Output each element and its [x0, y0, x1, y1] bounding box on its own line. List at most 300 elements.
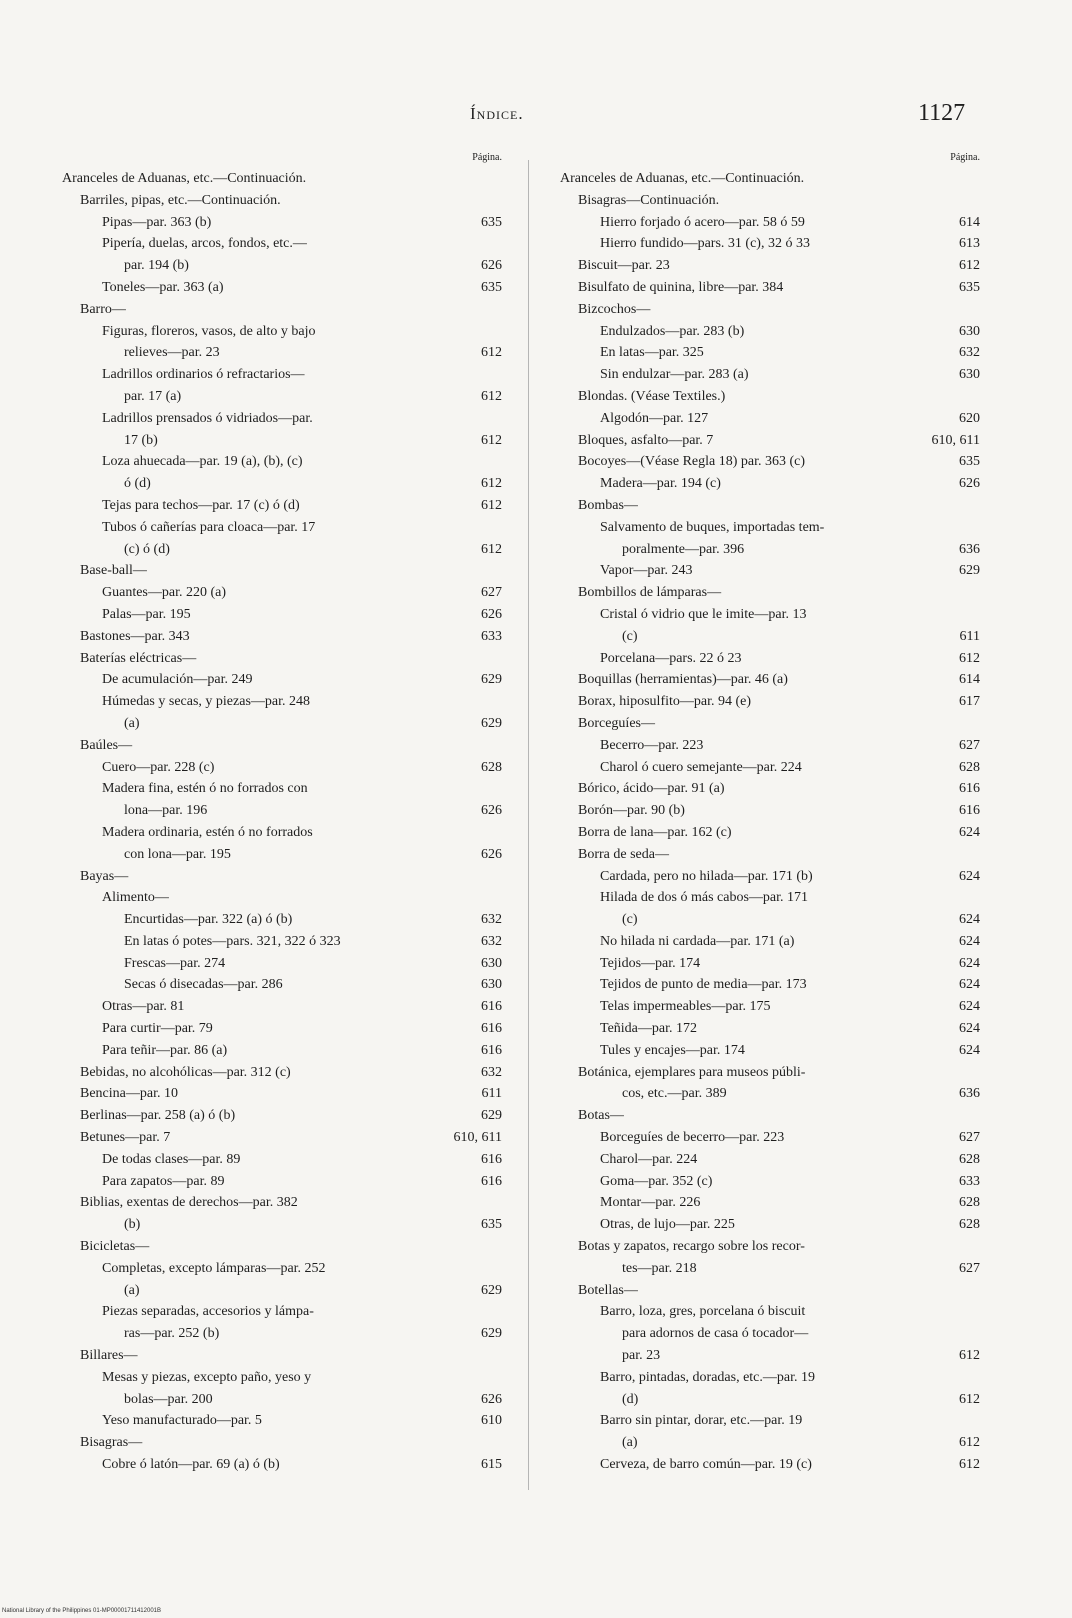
entry-page: 633: [481, 628, 502, 644]
entry-text: Para curtir—par. 79: [102, 1021, 213, 1037]
index-entry: [62, 1018, 502, 1040]
index-entry: [62, 451, 502, 473]
index-entry: [560, 255, 980, 277]
entry-text: tes—par. 218: [622, 1260, 697, 1276]
index-entry: [560, 1062, 980, 1084]
entry-text: Otras, de lujo—par. 225: [600, 1217, 735, 1233]
column-divider: [528, 160, 529, 1490]
entry-text: Barro—: [80, 301, 126, 317]
entry-page: 616: [481, 1173, 502, 1189]
entry-text: par. 194 (b): [124, 258, 189, 274]
index-entry: [560, 822, 980, 844]
entry-page: 629: [481, 1282, 502, 1298]
entry-page: 616: [481, 1042, 502, 1058]
index-entry: [62, 560, 502, 582]
index-entry: [62, 1083, 502, 1105]
entry-page: 612: [959, 258, 980, 274]
entry-page: 628: [481, 759, 502, 775]
index-entry: [62, 386, 502, 408]
entry-text: Borón—par. 90 (b): [578, 803, 685, 819]
index-entry: [62, 1105, 502, 1127]
entry-text: Bisulfato de quinina, libre—par. 384: [578, 279, 784, 295]
index-entry: [560, 1127, 980, 1149]
index-entry: [560, 560, 980, 582]
index-entry: [560, 844, 980, 866]
index-entry: [560, 931, 980, 953]
index-entry: [560, 168, 980, 190]
index-entry: [560, 1454, 980, 1476]
entry-page: 630: [959, 323, 980, 339]
index-entry: [560, 408, 980, 430]
entry-text: Borceguíes de becerro—par. 223: [600, 1130, 785, 1146]
entry-text: Porcelana—pars. 22 ó 23: [600, 650, 742, 666]
index-entry: [560, 321, 980, 343]
index-entry: [62, 190, 502, 212]
entry-text: Botánica, ejemplares para museos públi-: [578, 1064, 806, 1080]
entry-text: Encurtidas—par. 322 (a) ó (b): [124, 912, 293, 928]
entry-text: Palas—par. 195: [102, 606, 191, 622]
index-entry: [62, 233, 502, 255]
index-entry: [62, 277, 502, 299]
entry-text: Secas ó disecadas—par. 286: [124, 977, 283, 993]
entry-text: para adornos de casa ó tocador—: [622, 1326, 809, 1342]
index-entry: [560, 582, 980, 604]
index-entry: [62, 1258, 502, 1280]
entry-text: Toneles—par. 363 (a): [102, 279, 224, 295]
entry-text: Borax, hiposulfito—par. 94 (e): [578, 694, 752, 710]
index-entry: [560, 909, 980, 931]
right-entry-list: [560, 168, 980, 1476]
index-entry: [560, 1301, 980, 1323]
entry-page: 626: [481, 258, 502, 274]
entry-page: 630: [481, 977, 502, 993]
index-entry: [62, 974, 502, 996]
index-entry: [62, 844, 502, 866]
entry-text: Figuras, floreros, vasos, de alto y bajo: [102, 323, 316, 339]
index-entry: [62, 669, 502, 691]
index-entry: [560, 212, 980, 234]
entry-text: Tejidos de punto de media—par. 173: [600, 977, 807, 993]
index-entry: [62, 473, 502, 495]
entry-text: Vapor—par. 243: [600, 563, 693, 579]
entry-text: Endulzados—par. 283 (b): [600, 323, 745, 339]
entry-text: Para zapatos—par. 89: [102, 1173, 225, 1189]
entry-text: Baterías eléctricas—: [80, 650, 197, 666]
entry-text: Tules y encajes—par. 174: [600, 1042, 745, 1058]
entry-page: 624: [959, 912, 980, 928]
entry-text: Frescas—par. 274: [124, 955, 226, 971]
index-entry: [62, 604, 502, 626]
entry-page: 624: [959, 955, 980, 971]
entry-text: ras—par. 252 (b): [124, 1326, 220, 1342]
entry-text: Hilada de dos ó más cabos—par. 171: [600, 890, 809, 906]
entry-text: Hierro forjado ó acero—par. 58 ó 59: [600, 214, 805, 230]
index-entry: [62, 1214, 502, 1236]
index-entry: [560, 778, 980, 800]
entry-page: 628: [959, 1151, 980, 1167]
index-entry: [560, 648, 980, 670]
index-entry: [62, 800, 502, 822]
index-entry: [62, 909, 502, 931]
entry-text: En latas ó potes—pars. 321, 322 ó 323: [124, 933, 341, 949]
index-entry: [62, 953, 502, 975]
index-entry: [560, 539, 980, 561]
index-entry: [62, 1454, 502, 1476]
entry-page: 624: [959, 999, 980, 1015]
index-entry: [560, 669, 980, 691]
entry-text: Barriles, pipas, etc.—Continuación.: [80, 192, 281, 208]
library-footer: National Library of the Philippines 01-MP00001711412001B: [2, 1608, 161, 1614]
entry-text: (a): [124, 1282, 140, 1298]
index-entry: [560, 735, 980, 757]
entry-page: 624: [959, 977, 980, 993]
index-entry: [62, 931, 502, 953]
entry-text: Bayas—: [80, 868, 129, 884]
entry-text: Berlinas—par. 258 (a) ó (b): [80, 1108, 236, 1124]
entry-text: cos, etc.—par. 389: [622, 1086, 727, 1102]
index-entry: [62, 212, 502, 234]
entry-text: bolas—par. 200: [124, 1391, 213, 1407]
index-entry: [560, 1258, 980, 1280]
entry-text: Para teñir—par. 86 (a): [102, 1042, 228, 1058]
entry-page: 612: [481, 345, 502, 361]
entry-page: 615: [481, 1457, 502, 1473]
index-entry: [62, 735, 502, 757]
entry-page: 628: [959, 1195, 980, 1211]
index-entry: [62, 996, 502, 1018]
entry-page: 624: [959, 933, 980, 949]
entry-page: 612: [959, 1457, 980, 1473]
entry-text: Piezas separadas, accesorios y lámpa-: [102, 1304, 314, 1320]
entry-text: Botellas—: [578, 1282, 638, 1298]
entry-text: Madera—par. 194 (c): [600, 476, 721, 492]
entry-page: 636: [959, 1086, 980, 1102]
entry-text: Base-ball—: [80, 563, 147, 579]
entry-text: Botas—: [578, 1108, 624, 1124]
entry-page: 635: [481, 214, 502, 230]
index-entry: [560, 1345, 980, 1367]
index-entry: [62, 517, 502, 539]
entry-page: 635: [481, 1217, 502, 1233]
entry-page: 612: [481, 388, 502, 404]
entry-text: relieves—par. 23: [124, 345, 220, 361]
index-entry: [62, 778, 502, 800]
index-entry: [62, 626, 502, 648]
entry-text: Tejas para techos—par. 17 (c) ó (d): [102, 497, 300, 513]
entry-text: Bebidas, no alcohólicas—par. 312 (c): [80, 1064, 291, 1080]
entry-page: 624: [959, 1021, 980, 1037]
index-entry: [62, 495, 502, 517]
entry-text: (c): [622, 628, 638, 644]
index-entry: [62, 1345, 502, 1367]
entry-page: 624: [959, 868, 980, 884]
entry-text: Charol—par. 224: [600, 1151, 698, 1167]
index-entry: [560, 1367, 980, 1389]
index-entry: [560, 866, 980, 888]
entry-page: 610, 611: [453, 1130, 502, 1146]
entry-text: Cerveza, de barro común—par. 19 (c): [600, 1457, 812, 1473]
index-entry: [62, 866, 502, 888]
entry-page: 612: [481, 476, 502, 492]
index-entry: [560, 953, 980, 975]
index-entry: [560, 887, 980, 909]
entry-page: 610: [481, 1413, 502, 1429]
entry-page: 632: [481, 912, 502, 928]
entry-text: Borceguíes—: [578, 715, 655, 731]
entry-page: 636: [959, 541, 980, 557]
index-entry: [62, 342, 502, 364]
right-column: [560, 152, 980, 1476]
index-entry: [62, 713, 502, 735]
entry-page: 635: [959, 454, 980, 470]
entry-page: 629: [481, 715, 502, 731]
entry-page: 612: [959, 1391, 980, 1407]
entry-text: Bicicletas—: [80, 1239, 150, 1255]
index-entry: [560, 342, 980, 364]
page-title: Índice.: [470, 104, 524, 123]
entry-text: Madera fina, estén ó no forrados con: [102, 781, 308, 797]
entry-text: Botas y zapatos, recargo sobre los recor-: [578, 1239, 805, 1255]
index-entry: [62, 822, 502, 844]
index-entry: [560, 1149, 980, 1171]
entry-page: 614: [959, 672, 980, 688]
entry-text: Pipas—par. 363 (b): [102, 214, 212, 230]
index-entry: [62, 1149, 502, 1171]
index-entry: [62, 1410, 502, 1432]
entry-text: No hilada ni cardada—par. 171 (a): [600, 933, 795, 949]
entry-text: Bocoyes—(Véase Regla 18) par. 363 (c): [578, 454, 806, 470]
entry-page: 614: [959, 214, 980, 230]
entry-text: Algodón—par. 127: [600, 410, 709, 426]
entry-page: 616: [959, 781, 980, 797]
entry-page: 632: [481, 1064, 502, 1080]
index-entry: [560, 233, 980, 255]
index-entry: [62, 1062, 502, 1084]
index-entry: [62, 1367, 502, 1389]
entry-text: Goma—par. 352 (c): [600, 1173, 713, 1189]
entry-text: Teñida—par. 172: [600, 1021, 697, 1037]
entry-text: (c) ó (d): [124, 541, 170, 557]
index-entry: [560, 495, 980, 517]
entry-page: 612: [959, 650, 980, 666]
index-entry: [560, 1410, 980, 1432]
index-entry: [560, 1192, 980, 1214]
entry-text: Ladrillos ordinarios ó refractarios—: [102, 367, 305, 383]
entry-text: Biblias, exentas de derechos—par. 382: [80, 1195, 298, 1211]
index-entry: [62, 299, 502, 321]
index-entry: [560, 1432, 980, 1454]
index-entry: [62, 430, 502, 452]
entry-text: De todas clases—par. 89: [102, 1151, 241, 1167]
index-entry: [560, 996, 980, 1018]
entry-text: par. 17 (a): [124, 388, 182, 404]
entry-page: 620: [959, 410, 980, 426]
entry-text: par. 23: [622, 1348, 661, 1364]
entry-text: Blondas. (Véase Textiles.): [578, 388, 726, 404]
index-entry: [62, 1236, 502, 1258]
entry-text: Tubos ó cañerías para cloaca—par. 17: [102, 519, 316, 535]
entry-text: Completas, excepto lámparas—par. 252: [102, 1260, 326, 1276]
entry-page: 616: [481, 1151, 502, 1167]
index-entry: [560, 1105, 980, 1127]
index-entry: [62, 1192, 502, 1214]
entry-page: 630: [959, 367, 980, 383]
entry-page: 626: [481, 846, 502, 862]
entry-text: (a): [622, 1435, 638, 1451]
index-entry: [62, 1323, 502, 1345]
index-entry: [560, 430, 980, 452]
index-entry: [62, 1432, 502, 1454]
entry-page: 627: [481, 585, 502, 601]
entry-text: Bombillos de lámparas—: [578, 585, 722, 601]
entry-text: Cobre ó latón—par. 69 (a) ó (b): [102, 1457, 280, 1473]
index-entry: [560, 299, 980, 321]
entry-page: 633: [959, 1173, 980, 1189]
index-entry: [62, 757, 502, 779]
entry-text: Baúles—: [80, 737, 133, 753]
index-entry: [560, 757, 980, 779]
entry-text: lona—par. 196: [124, 803, 208, 819]
entry-text: con lona—par. 195: [124, 846, 231, 862]
entry-page: 626: [481, 606, 502, 622]
entry-text: Yeso manufacturado—par. 5: [102, 1413, 262, 1429]
index-entry: [560, 473, 980, 495]
page-number: 1127: [918, 100, 966, 126]
entry-text: Montar—par. 226: [600, 1195, 701, 1211]
index-entry: [560, 1323, 980, 1345]
index-entry: [560, 1214, 980, 1236]
entry-text: Alimento—: [102, 890, 169, 906]
index-entry: [62, 255, 502, 277]
index-entry: [62, 691, 502, 713]
entry-page: 610, 611: [931, 432, 980, 448]
entry-page: 632: [959, 345, 980, 361]
entry-text: Cristal ó vidrio que le imite—par. 13: [600, 606, 807, 622]
entry-page: 627: [959, 1260, 980, 1276]
entry-text: Barro, pintadas, doradas, etc.—par. 19: [600, 1369, 815, 1385]
entry-page: 626: [959, 476, 980, 492]
left-entry-list: [62, 168, 502, 1476]
index-entry: [62, 1171, 502, 1193]
entry-page: 627: [959, 737, 980, 753]
index-entry: [560, 800, 980, 822]
index-entry: [62, 887, 502, 909]
entry-page: 635: [481, 279, 502, 295]
entry-text: Loza ahuecada—par. 19 (a), (b), (c): [102, 454, 303, 470]
entry-page: 611: [959, 628, 980, 644]
index-entry: [62, 1280, 502, 1302]
index-entry: [560, 1389, 980, 1411]
entry-text: Aranceles de Aduanas, etc.—Continuación.: [62, 171, 307, 186]
entry-text: Borra de seda—: [578, 846, 669, 862]
entry-text: Guantes—par. 220 (a): [102, 585, 227, 601]
index-entry: [62, 1301, 502, 1323]
entry-text: Becerro—par. 223: [600, 737, 704, 753]
entry-text: Barro, loza, gres, porcelana ó biscuit: [600, 1304, 806, 1320]
entry-text: Pipería, duelas, arcos, fondos, etc.—: [102, 236, 307, 252]
index-entry: [560, 713, 980, 735]
entry-text: Mesas y piezas, excepto paño, yeso y: [102, 1369, 312, 1385]
entry-page: 624: [959, 1042, 980, 1058]
index-entry: [62, 648, 502, 670]
entry-page: 629: [481, 672, 502, 688]
entry-text: Tejidos—par. 174: [600, 955, 701, 971]
entry-text: Charol ó cuero semejante—par. 224: [600, 759, 802, 775]
index-entry: [62, 1127, 502, 1149]
entry-text: Barro sin pintar, dorar, etc.—par. 19: [600, 1413, 803, 1429]
entry-text: Boquillas (herramientas)—par. 46 (a): [578, 672, 788, 688]
index-entry: [560, 386, 980, 408]
entry-page: 616: [959, 803, 980, 819]
index-entry: [62, 364, 502, 386]
entry-page: 612: [959, 1435, 980, 1451]
index-entry: [62, 408, 502, 430]
entry-text: Bórico, ácido—par. 91 (a): [578, 781, 725, 797]
entry-page: 612: [959, 1348, 980, 1364]
index-entry: [560, 277, 980, 299]
entry-text: Billares—: [80, 1348, 138, 1364]
entry-text: Bizcochos—: [578, 301, 651, 317]
entry-page: 611: [481, 1086, 502, 1102]
left-column: [62, 152, 502, 1476]
index-entry: [560, 974, 980, 996]
entry-text: Cuero—par. 228 (c): [102, 759, 215, 775]
entry-text: De acumulación—par. 249: [102, 672, 253, 688]
entry-text: (d): [622, 1391, 639, 1407]
index-entry: [560, 1040, 980, 1062]
entry-page: 612: [481, 497, 502, 513]
entry-text: Aranceles de Aduanas, etc.—Continuación.: [560, 171, 805, 186]
index-entry: [62, 321, 502, 343]
entry-page: 628: [959, 759, 980, 775]
page-column-label: Página.: [950, 152, 980, 163]
entry-text: Otras—par. 81: [102, 999, 185, 1015]
entry-text: (b): [124, 1217, 141, 1233]
entry-page: 613: [959, 236, 980, 252]
index-entry: [560, 604, 980, 626]
entry-page: 629: [481, 1326, 502, 1342]
entry-text: Húmedas y secas, y piezas—par. 248: [102, 694, 310, 710]
entry-page: 626: [481, 1391, 502, 1407]
entry-text: Bastones—par. 343: [80, 628, 190, 644]
entry-text: 17 (b): [124, 432, 158, 448]
entry-page: 612: [481, 432, 502, 448]
index-entry: [560, 626, 980, 648]
entry-page: 624: [959, 824, 980, 840]
entry-page: 629: [959, 563, 980, 579]
index-entry: [560, 517, 980, 539]
index-entry: [560, 1236, 980, 1258]
index-entry: [560, 190, 980, 212]
index-entry: [560, 1280, 980, 1302]
entry-page: 626: [481, 803, 502, 819]
entry-text: Bombas—: [578, 497, 638, 513]
index-entry: [560, 1083, 980, 1105]
entry-page: 629: [481, 1108, 502, 1124]
entry-page: 612: [481, 541, 502, 557]
entry-page: 616: [481, 1021, 502, 1037]
entry-text: Borra de lana—par. 162 (c): [578, 824, 732, 840]
index-entry: [62, 539, 502, 561]
entry-page: 635: [959, 279, 980, 295]
entry-text: Salvamento de buques, importadas tem-: [600, 519, 825, 535]
entry-text: Sin endulzar—par. 283 (a): [600, 367, 749, 383]
entry-text: Ladrillos prensados ó vidriados—par.: [102, 410, 313, 426]
entry-text: poralmente—par. 396: [622, 541, 745, 557]
entry-text: ó (d): [124, 476, 151, 492]
entry-page: 632: [481, 933, 502, 949]
entry-text: Bisagras—Continuación.: [578, 192, 720, 208]
